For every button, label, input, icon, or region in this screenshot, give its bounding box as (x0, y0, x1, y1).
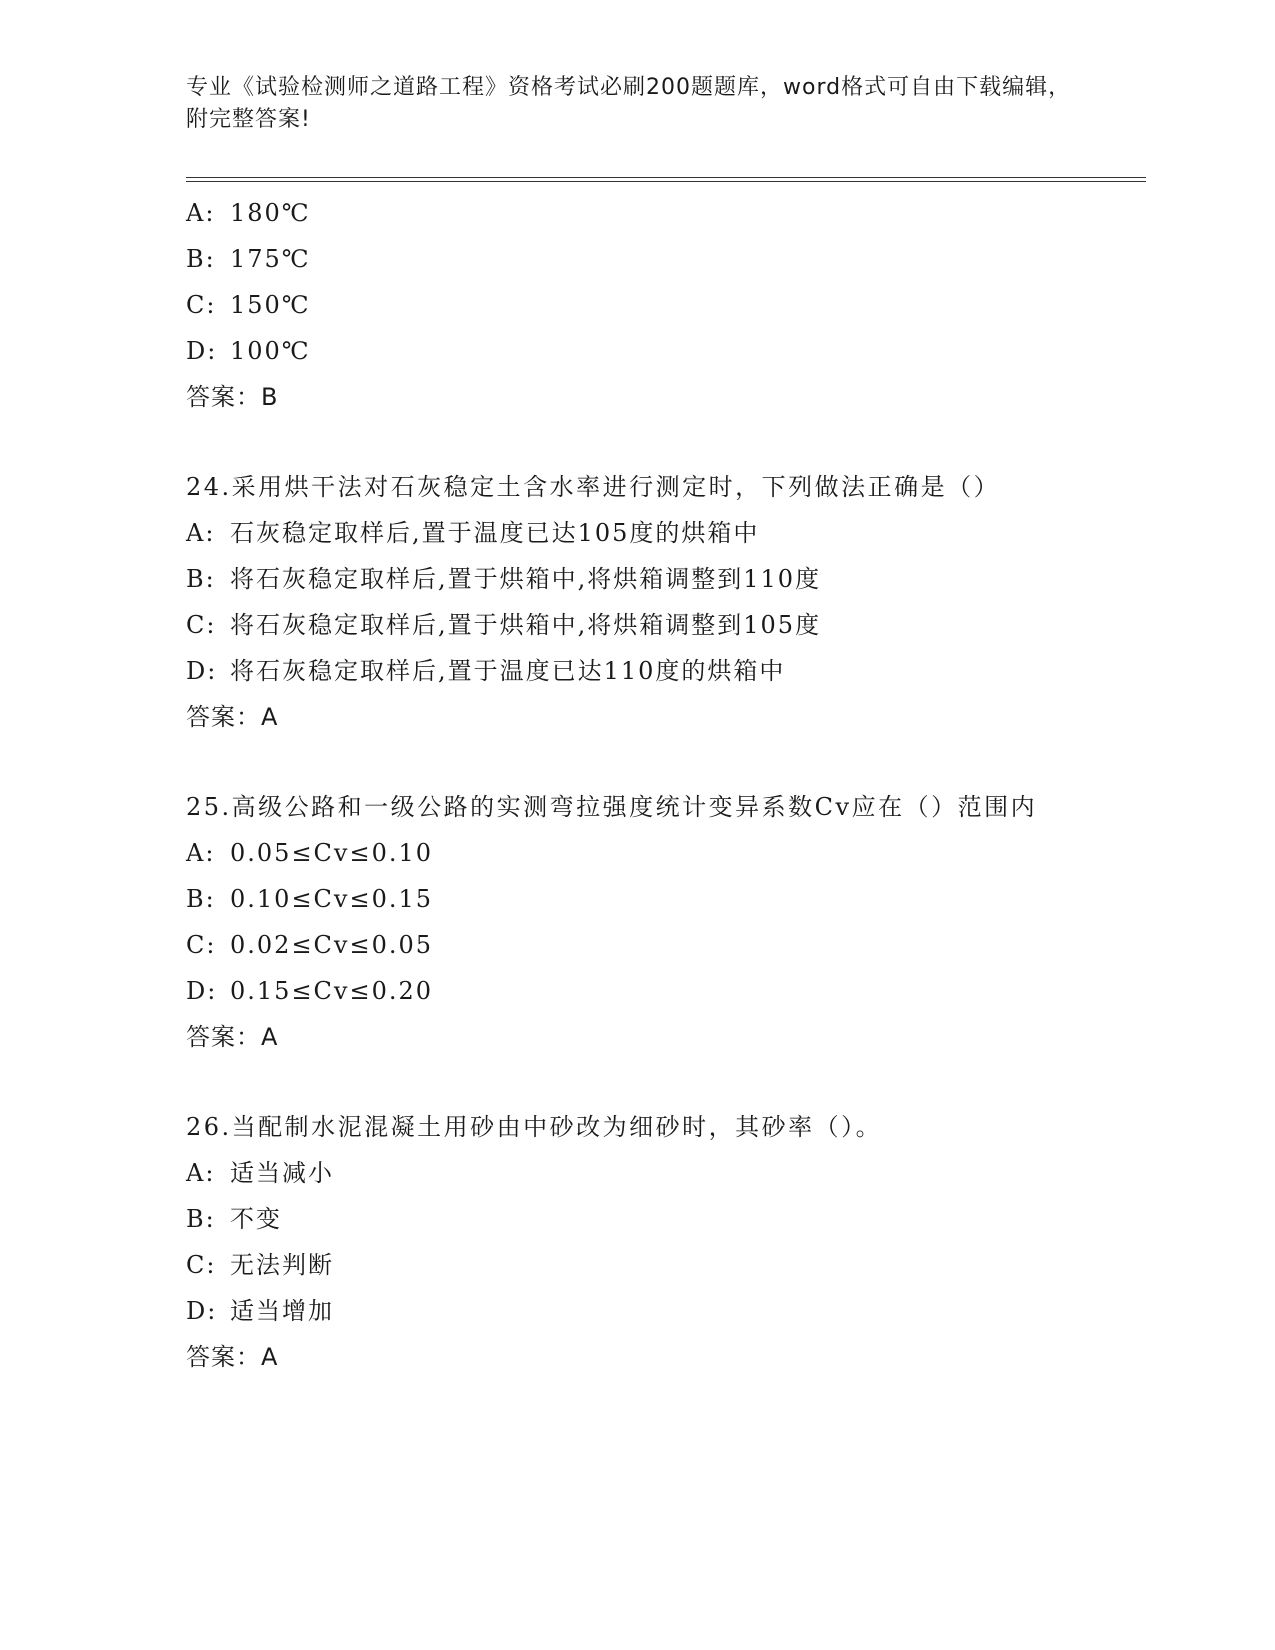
option-letter: D: (186, 977, 218, 1005)
question-25 (186, 784, 1086, 1060)
option-text: 100℃ (230, 337, 311, 365)
option-letter: C: (186, 931, 217, 959)
option-letter: C: (186, 291, 217, 319)
option-d (186, 328, 1086, 374)
question-text: 24.采用烘干法对石灰稳定土含水率进行测定时，下列做法正确是（） (186, 473, 1001, 501)
option-text: 0.15≤Cv≤0.20 (230, 977, 434, 1005)
option-b (186, 876, 1086, 922)
option-c (186, 922, 1086, 968)
option-letter: B: (186, 885, 216, 913)
question-26 (186, 1104, 1086, 1380)
question-text: 25.高级公路和一级公路的实测弯拉强度统计变异系数Cv应在（）范围内 (186, 793, 1038, 821)
answer-line: 答案：A (186, 703, 279, 731)
option-a (186, 510, 1086, 556)
option-text: 175℃ (230, 245, 311, 273)
option-text: 适当增加 (230, 1297, 334, 1325)
option-text: 石灰稳定取样后,置于温度已达105度的烘箱中 (230, 519, 760, 547)
option-text: 不变 (230, 1205, 282, 1233)
option-d (186, 1288, 1086, 1334)
question-23 (186, 190, 1086, 420)
document-header: 专业《试验检测师之道路工程》资格考试必刷200题题库，word格式可自由下载编辑，附完整答案! (186, 75, 1072, 132)
option-text: 150℃ (230, 291, 311, 319)
option-c (186, 602, 1086, 648)
option-c (186, 1242, 1086, 1288)
option-b (186, 1196, 1086, 1242)
option-a (186, 190, 1086, 236)
option-letter: D: (186, 337, 218, 365)
option-letter: B: (186, 1205, 216, 1233)
option-text: 180℃ (230, 199, 311, 227)
option-d (186, 968, 1086, 1014)
option-letter: D: (186, 1297, 218, 1325)
option-text: 将石灰稳定取样后,置于烘箱中,将烘箱调整到105度 (230, 611, 822, 639)
option-letter: A: (186, 199, 216, 227)
answer-line: 答案：A (186, 1343, 279, 1371)
option-a (186, 830, 1086, 876)
option-letter: A: (186, 839, 216, 867)
option-c (186, 282, 1086, 328)
option-text: 将石灰稳定取样后,置于烘箱中,将烘箱调整到110度 (230, 565, 822, 593)
option-letter: D: (186, 657, 218, 685)
option-letter: B: (186, 565, 216, 593)
answer-line: 答案：B (186, 383, 279, 411)
option-letter: C: (186, 1251, 217, 1279)
option-text: 将石灰稳定取样后,置于温度已达110度的烘箱中 (230, 657, 786, 685)
option-letter: C: (186, 611, 217, 639)
option-letter: A: (186, 1159, 216, 1187)
option-text: 0.05≤Cv≤0.10 (230, 839, 434, 867)
option-a (186, 1150, 1086, 1196)
question-text: 26.当配制水泥混凝土用砂由中砂改为细砂时，其砂率（）。 (186, 1113, 883, 1141)
option-text: 无法判断 (230, 1251, 334, 1279)
question-24 (186, 464, 1086, 740)
option-b (186, 556, 1086, 602)
option-d (186, 648, 1086, 694)
header-divider (186, 177, 1146, 182)
answer-line: 答案：A (186, 1023, 279, 1051)
option-text: 适当减小 (230, 1159, 334, 1187)
option-text: 0.10≤Cv≤0.15 (230, 885, 434, 913)
option-letter: B: (186, 245, 216, 273)
option-text: 0.02≤Cv≤0.05 (230, 931, 434, 959)
question-list (186, 190, 1086, 1380)
option-letter: A: (186, 519, 216, 547)
option-b (186, 236, 1086, 282)
